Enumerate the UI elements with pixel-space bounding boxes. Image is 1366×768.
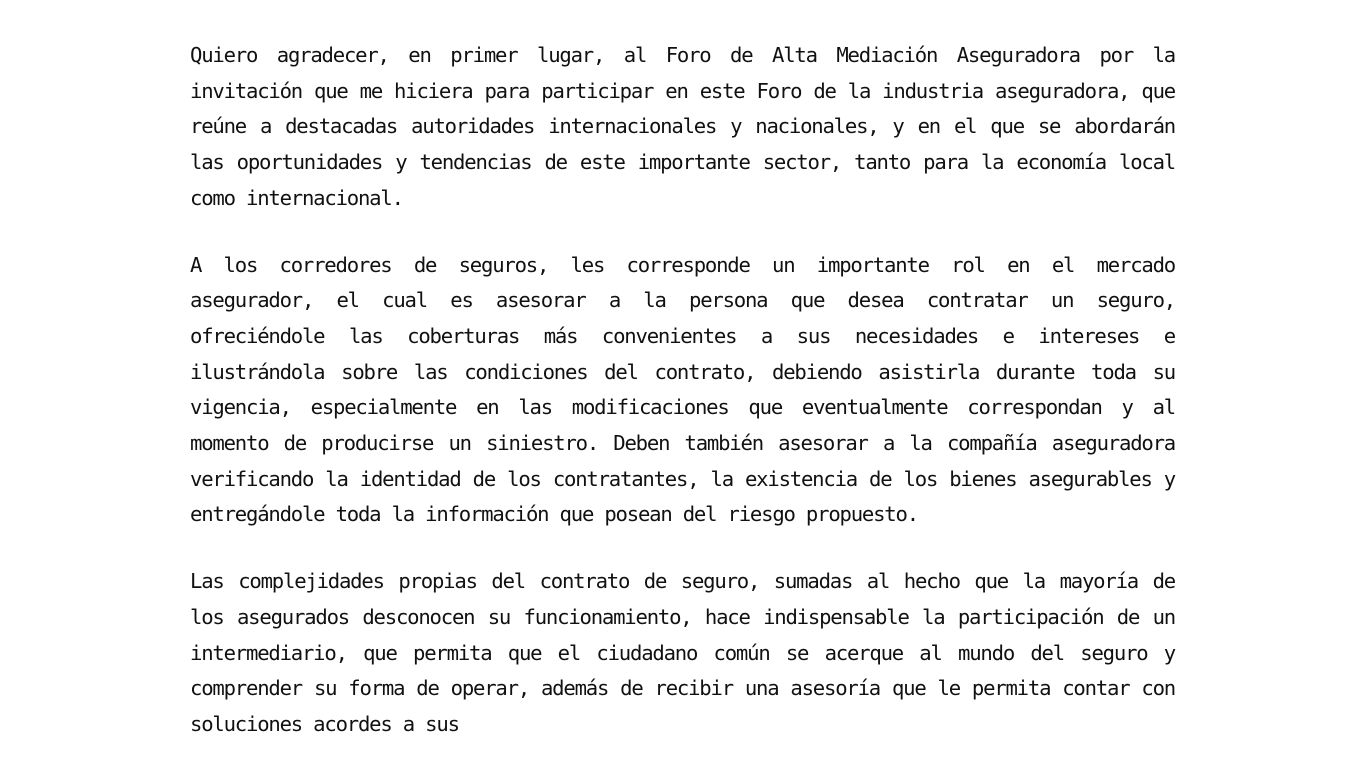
paragraph-3: Las complejidades propias del contrato de seguro, sumadas al hecho que la mayoría de los asegurados desconocen su funcionamiento, hace indispensable la participación de un intermediario, que permita que el ciudadano común se acerque al mundo del seguro y comprender su forma de operar, además de recibir una asesoría que le permita contar con soluciones acordes a sus bbox=[190, 569, 1175, 736]
paragraph-2: A los corredores de seguros, les corresponde un importante rol en el mercado asegurador, el cual es asesorar a la persona que desea contratar un seguro, ofreciéndole las coberturas más convenientes a sus necesidades e intereses e ilustrándola sobre las condiciones del contrato, debiendo asistirla durante toda su vigencia, especialmente en las modificaciones que eventualmente correspondan y al momento de producirse un siniestro. Deben también asesorar a la compañía aseguradora verificando la identidad de los contratantes, la existencia de los bienes asegurables y entregándole toda la información que posean del riesgo propuesto. bbox=[190, 252, 1175, 527]
document-body bbox=[190, 38, 1175, 768]
paragraph-1: Quiero agradecer, en primer lugar, al Foro de Alta Mediación Aseguradora por la invitación que me hiciera para participar en este Foro de la industria aseguradora, que reúne a destacadas autoridades internacionales y nacionales, y en el que se abordarán las oportunidades y tendencias de este importante sector, tanto para la economía local como internacional. bbox=[190, 43, 1175, 210]
